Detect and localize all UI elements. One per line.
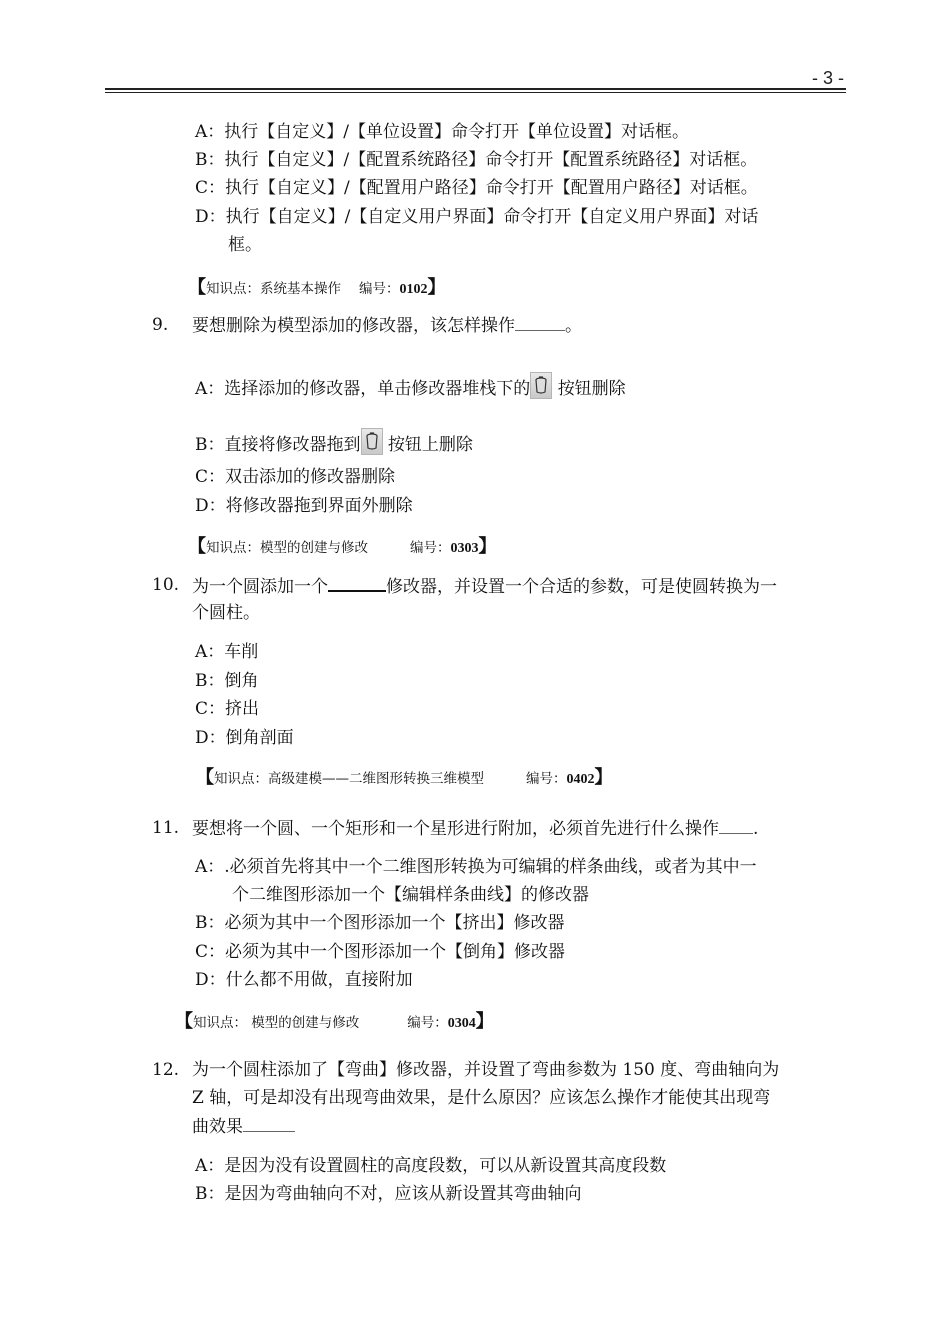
q12-question-line2: Z 轴，可是却没有出现弯曲效果，是什么原因？应该怎么操作才能使其出现弯 [192,1088,771,1108]
q10-number: 10. [152,575,180,595]
q11-option-b: B：必须为其中一个图形添加一个【挤出】修改器 [195,913,565,933]
q11-option-a: A：.必须首先将其中一个二维图形转换为可编辑的样条曲线，或者为其中一 [195,857,757,877]
q8-option-d-cont: 框。 [228,235,262,255]
q10-answer-blank [328,574,386,592]
q9-knowledge-point: 【知识点：模型的创建与修改 编号：0303】 [188,536,497,557]
q8-option-d: D：执行【自定义】/【自定义用户界面】命令打开【自定义用户界面】对话 [195,207,759,227]
q10-knowledge-point: 【知识点：高级建模——二维图形转换三维模型 编号：0402】 [196,767,613,788]
q9-option-a: A：选择添加的修改器，单击修改器堆栈下的 按钮删除 [195,372,626,400]
q10-option-c: C：挤出 [195,699,260,719]
q9-number: 9. [152,315,169,335]
q11-number: 11. [152,818,180,838]
q11-option-d: D：什么都不用做，直接附加 [195,970,413,990]
q10-question: 为一个圆添加一个 修改器，并设置一个合适的参数，可是使圆转换为一 [192,574,777,598]
q12-option-b: B：是因为弯曲轴向不对，应该从新设置其弯曲轴向 [195,1184,582,1204]
q11-question: 要想将一个圆、一个矩形和一个星形进行附加，必须首先进行什么操作 . [192,819,759,839]
q12-question-line3: 曲效果 [192,1115,295,1138]
q10-question-cont: 个圆柱。 [192,603,260,623]
trash-bin-icon [530,372,552,399]
q11-knowledge-point: 【知识点： 模型的创建与修改 编号：0304】 [175,1011,494,1032]
q12-question-line1: 为一个圆柱添加了【弯曲】修改器，并设置了弯曲参数为 150 度、弯曲轴向为 [192,1060,780,1080]
q11-option-a-cont: 个二维图形添加一个【编辑样条曲线】的修改器 [232,885,589,905]
trash-bin-icon [361,428,383,455]
q12-number: 12. [152,1060,180,1080]
q11-answer-blank [719,817,753,834]
q9-answer-blank [515,314,565,331]
header-rule-thick [105,88,846,90]
q10-option-a: A：车削 [195,642,259,662]
q9-question: 要想删除为模型添加的修改器，该怎样操作 。 [192,316,582,336]
q9-option-d: D：将修改器拖到界面外删除 [195,496,413,516]
q9-option-b: B：直接将修改器拖到 按钮上删除 [195,428,473,456]
q12-answer-blank [243,1115,295,1132]
q8-knowledge-point: 【知识点：系统基本操作 编号：0102】 [188,277,446,298]
q10-option-b: B：倒角 [195,671,259,691]
q8-option-a: A：执行【自定义】/【单位设置】命令打开【单位设置】对话框。 [195,122,690,142]
q11-option-c: C：必须为其中一个图形添加一个【倒角】修改器 [195,942,566,962]
q10-option-d: D：倒角剖面 [195,728,294,748]
page-number: - 3 - [811,68,844,88]
q9-option-c: C：双击添加的修改器删除 [195,467,396,487]
q12-option-a: A：是因为没有设置圆柱的高度段数，可以从新设置其高度段数 [195,1156,667,1176]
q8-option-b: B：执行【自定义】/【配置系统路径】命令打开【配置系统路径】对话框。 [195,150,758,170]
q8-option-c: C：执行【自定义】/【配置用户路径】命令打开【配置用户路径】对话框。 [195,178,758,198]
header-rule-thin [105,92,846,93]
